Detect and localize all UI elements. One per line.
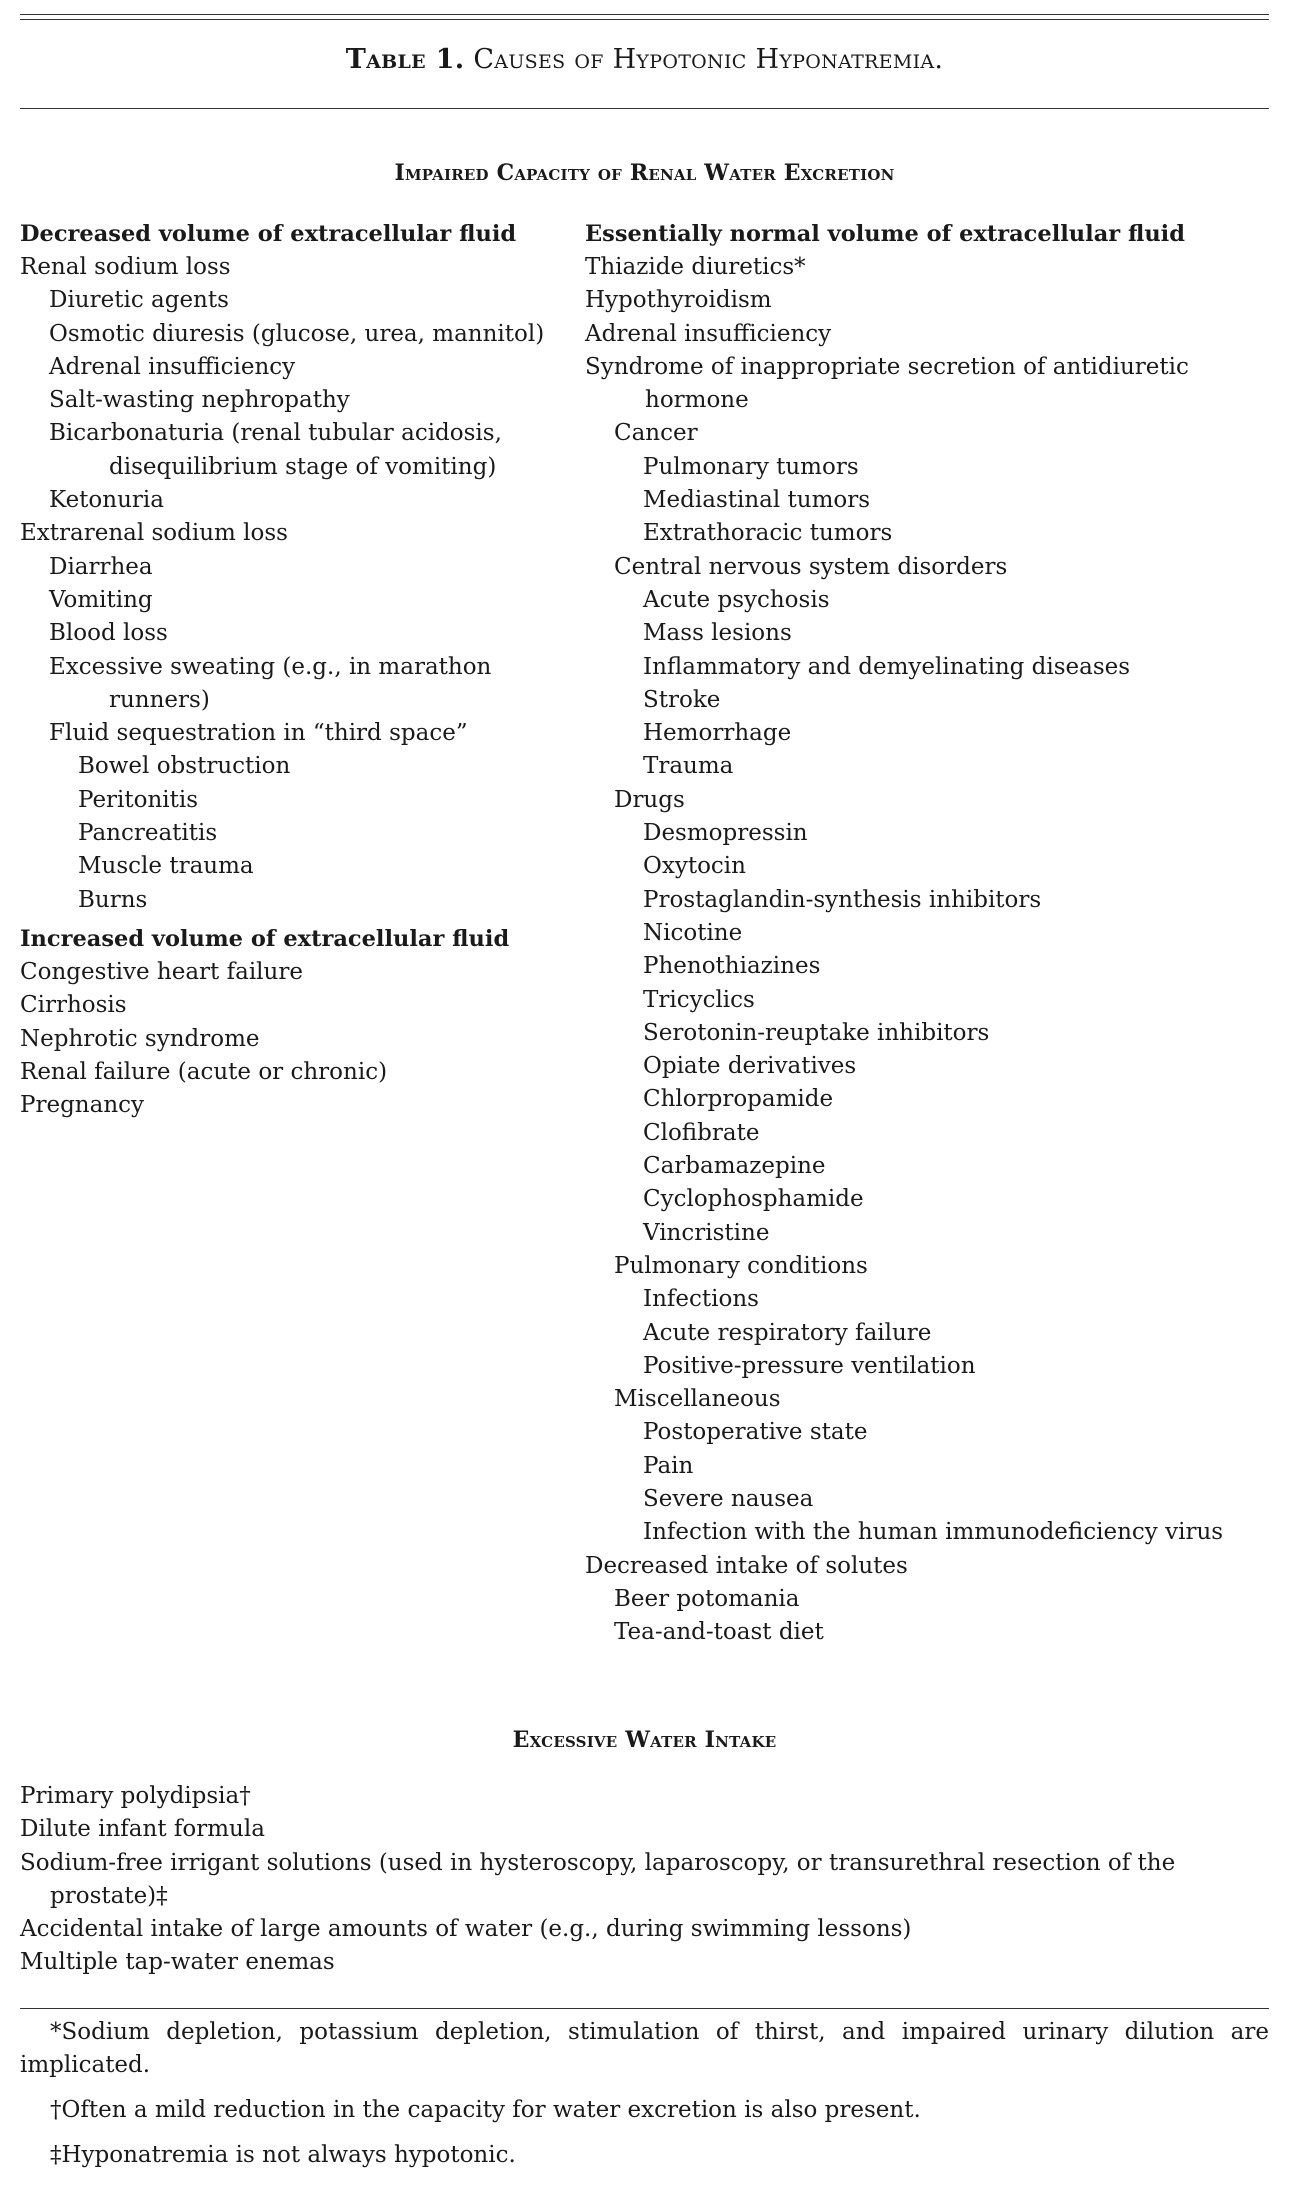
list-item: Chlorpropamide: [643, 1086, 834, 1113]
footnote: *Sodium depletion, potassium depletion, stimulation of thirst, and impaired urinary dilution are implicated.: [20, 2019, 1269, 2078]
list-item: Sodium-free irrigant solutions (used in hysteroscopy, laparoscopy, or transurethral resection of the prostate)‡: [20, 1849, 1176, 1909]
list-item: Nephrotic syndrome: [20, 1025, 260, 1052]
list-water-intake: [20, 1780, 1269, 1980]
list-item: Severe nausea: [643, 1485, 814, 1512]
list-item: Bicarbonaturia (renal tubular acidosis, disequilibrium stage of vomiting): [49, 420, 502, 480]
list-item: Beer potomania: [614, 1585, 800, 1612]
list-item: Ketonuria: [49, 487, 164, 514]
list-item: Osmotic diuresis (glucose, urea, mannitol): [49, 320, 545, 347]
list-item: Nicotine: [643, 919, 743, 946]
list-item: Pulmonary conditions: [614, 1252, 868, 1279]
footnote: ‡Hyponatremia is not always hypotonic.: [50, 2142, 516, 2168]
list-item: Pulmonary tumors: [643, 453, 859, 480]
list-item: Primary polydipsia†: [20, 1783, 251, 1809]
list-item: Cancer: [614, 420, 698, 447]
list-item: Pregnancy: [20, 1092, 145, 1119]
list-item: Congestive heart failure: [20, 958, 303, 985]
title-rule: [20, 108, 1269, 109]
list-item: Peritonitis: [78, 786, 199, 813]
list-item: Mass lesions: [643, 620, 792, 647]
footnote: †Often a mild reduction in the capacity for water excretion is also present.: [50, 2097, 921, 2123]
list-item: Acute psychosis: [643, 586, 830, 613]
list-item: Serotonin-reuptake inhibitors: [643, 1019, 990, 1046]
list-item: Extrarenal sodium loss: [20, 520, 288, 547]
list-item: Decreased intake of solutes: [585, 1552, 908, 1579]
list-item: Extrathoracic tumors: [643, 520, 893, 547]
list-item: Burns: [78, 886, 148, 913]
list-item: Pain: [643, 1452, 694, 1479]
list-item: Multiple tap-water enemas: [20, 1949, 335, 1976]
list-item: Infection with the human immunodeficiency virus: [643, 1519, 1224, 1546]
table-title: [20, 44, 1269, 75]
list-item: Vomiting: [49, 586, 153, 613]
list-item: Tricyclics: [643, 986, 755, 1013]
list-increased-volume: [20, 956, 560, 1122]
list-item: Prostaglandin-synthesis inhibitors: [643, 886, 1042, 913]
list-item: Fluid sequestration in “third space”: [49, 720, 468, 747]
list-item: Inflammatory and demyelinating diseases: [643, 653, 1131, 680]
list-item: Hypothyroidism: [585, 287, 772, 314]
section-heading-water-intake: Excessive Water Intake: [512, 1727, 777, 1753]
list-item: Thiazide diuretics*: [585, 254, 806, 280]
list-item: Excessive sweating (e.g., in marathon runners): [49, 653, 492, 713]
list-item: Trauma: [643, 753, 734, 780]
list-item: Muscle trauma: [78, 853, 254, 880]
list-item: Opiate derivatives: [643, 1053, 857, 1080]
footnotes: [20, 2016, 1269, 2184]
list-item: Drugs: [614, 786, 685, 813]
list-item: Mediastinal tumors: [643, 487, 871, 514]
column-heading-decreased: Decreased volume of extracellular fluid: [20, 221, 517, 247]
list-item: Positive-pressure ventilation: [643, 1352, 976, 1379]
list-item: Cyclophosphamide: [643, 1186, 864, 1213]
list-item: Accidental intake of large amounts of water (e.g., during swimming lessons): [20, 1916, 912, 1943]
list-normal-volume: [585, 251, 1285, 1649]
section-heading-renal: Impaired Capacity of Renal Water Excretion: [394, 160, 895, 186]
list-item: Adrenal insufficiency: [585, 320, 832, 347]
list-decreased-volume: [20, 251, 560, 917]
list-item: Infections: [643, 1286, 759, 1313]
right-column: [585, 218, 1285, 1649]
list-item: Blood loss: [49, 620, 168, 647]
list-item: Renal failure (acute or chronic): [20, 1058, 388, 1085]
column-heading-increased: Increased volume of extracellular fluid: [20, 925, 510, 952]
list-item: Diuretic agents: [49, 287, 229, 314]
list-item: Hemorrhage: [643, 720, 792, 747]
list-item: Renal sodium loss: [20, 254, 231, 280]
list-item: Adrenal insufficiency: [49, 353, 296, 380]
list-item: Carbamazepine: [643, 1153, 826, 1180]
list-item: Central nervous system disorders: [614, 553, 1008, 580]
list-item: Desmopressin: [643, 820, 808, 847]
list-item: Diarrhea: [49, 553, 153, 580]
list-item: Pancreatitis: [78, 820, 218, 847]
list-item: Miscellaneous: [614, 1386, 781, 1413]
list-item: Cirrhosis: [20, 992, 127, 1019]
list-item: Dilute infant formula: [20, 1816, 265, 1843]
table-title-text: Causes of Hypotonic Hyponatremia.: [473, 44, 944, 75]
list-item: Oxytocin: [643, 853, 746, 880]
list-item: Vincristine: [643, 1219, 770, 1246]
list-item: Salt-wasting nephropathy: [49, 387, 350, 414]
list-item: Syndrome of inappropriate secretion of antidiuretic hormone: [585, 353, 1189, 414]
list-item: Bowel obstruction: [78, 753, 291, 780]
list-item: Stroke: [643, 686, 721, 713]
list-item: Clofibrate: [643, 1119, 760, 1146]
left-column: [20, 218, 560, 1122]
list-item: Acute respiratory failure: [643, 1319, 932, 1346]
list-item: Phenothiazines: [643, 953, 821, 980]
column-heading-normal: Essentially normal volume of extracellular fluid: [585, 221, 1185, 247]
list-item: Postoperative state: [643, 1419, 868, 1446]
table-label: Table 1.: [345, 44, 465, 75]
footnote-rule: [20, 2008, 1269, 2009]
top-double-rule: [20, 14, 1269, 20]
list-item: Tea-and-toast diet: [614, 1619, 824, 1646]
